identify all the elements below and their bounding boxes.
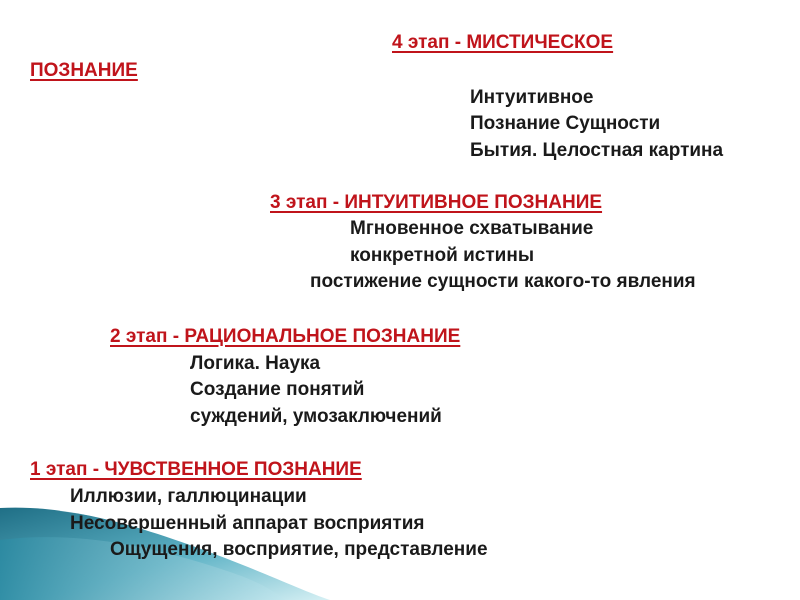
stage4-line-2: Познание Сущности (470, 113, 661, 134)
stage2-line-3: суждений, умозаключений (190, 406, 442, 427)
stage3-line-3: постижение сущности какого-то явления (310, 271, 696, 292)
stage1-line-1: Иллюзии, галлюцинации (70, 486, 307, 507)
stage1-line-2: Несовершенный аппарат восприятия (70, 513, 425, 534)
stage2-title: 2 этап - РАЦИОНАЛЬНОЕ ПОЗНАНИЕ (110, 326, 461, 347)
stage3-line-2: конкретной истины (350, 245, 535, 266)
stage4-title-line1: 4 этап - МИСТИЧЕСКОЕ (392, 32, 614, 53)
stage4-title-line2: ПОЗНАНИЕ (30, 60, 138, 81)
stage4-line-1: Интуитивное (470, 87, 594, 108)
stage1-line-3: Ощущения, восприятие, представление (110, 539, 488, 560)
stage4-line-3: Бытия. Целостная картина (470, 140, 724, 161)
stage1-title: 1 этап - ЧУВСТВЕННОЕ ПОЗНАНИЕ (30, 459, 362, 480)
stage3-title: 3 этап - ИНТУИТИВНОЕ ПОЗНАНИЕ (270, 192, 603, 213)
stage2-line-1: Логика. Наука (190, 353, 321, 374)
stage2-line-2: Создание понятий (190, 379, 365, 400)
stage3-line-1: Мгновенное схватывание (350, 218, 594, 239)
